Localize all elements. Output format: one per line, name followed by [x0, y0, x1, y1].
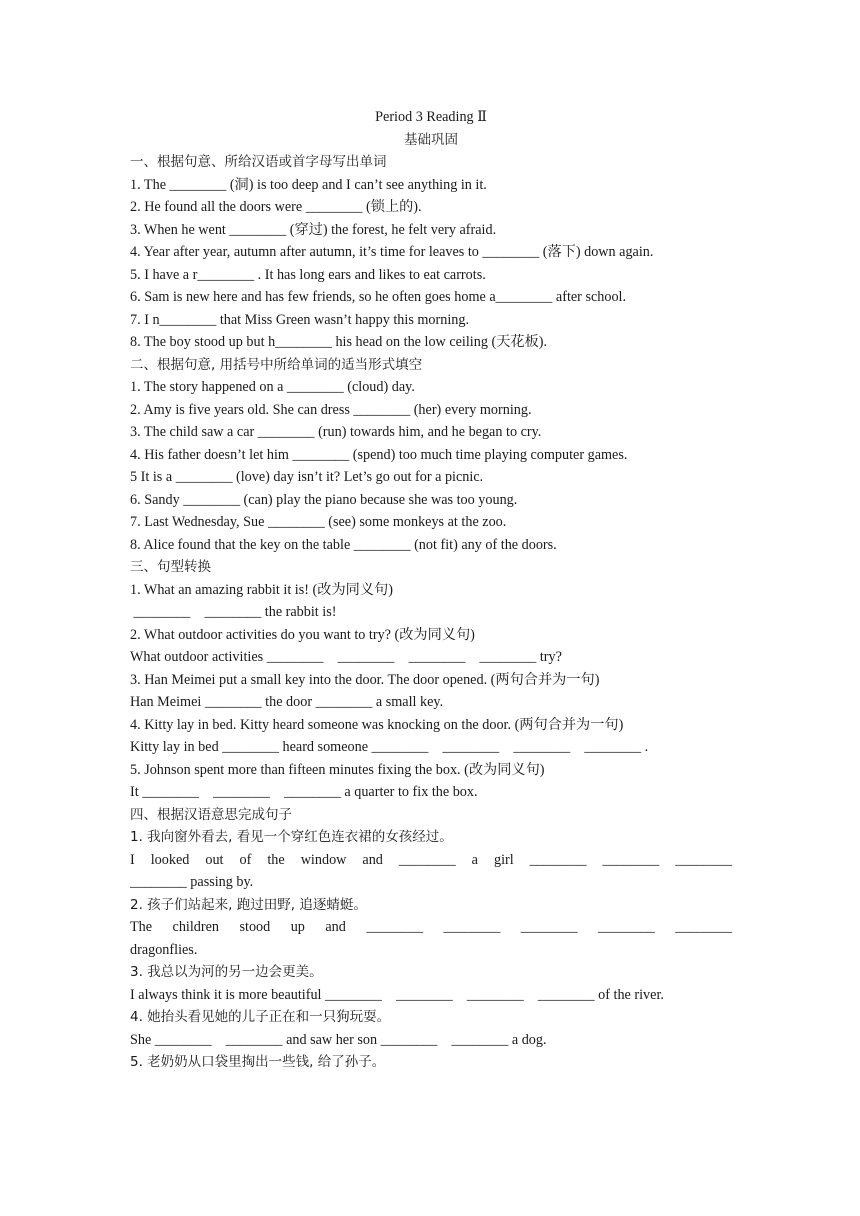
answer-line: She ________ ________ and saw her son ________ ________ a dog.	[130, 1031, 547, 1048]
chinese-prompt: 1. 我向窗外看去, 看见一个穿红色连衣裙的女孩经过。	[130, 829, 453, 845]
chinese-prompt: 2. 孩子们站起来, 跑过田野, 追逐蜻蜓。	[130, 896, 367, 913]
exercise-line: 3. The child saw a car ________ (run) towards him, and he began to cry.	[130, 424, 542, 440]
section-heading: 三、句型转换	[130, 559, 211, 575]
answer-line: I always think it is more beautiful ________ ________ ________ ________ of the river.	[130, 986, 664, 1003]
section-heading: 四、根据汉语意思完成句子	[130, 806, 292, 823]
exercise-line: 5. Johnson spent more than fifteen minutes fixing the box. (改为同义句)	[130, 761, 545, 778]
answer-line: ________ passing by.	[130, 874, 254, 890]
chinese-prompt: 5. 老奶奶从口袋里掏出一些钱, 给了孙子。	[130, 1054, 386, 1070]
exercise-line: 2. He found all the doors were ________ (锁上的).	[130, 199, 422, 215]
exercise-line: 4. Kitty lay in bed. Kitty heard someone was knocking on the door. (两句合并为一句)	[130, 716, 624, 733]
answer-line: ________ ________ the rabbit is!	[130, 604, 337, 620]
exercise-line: 5. I have a r________ . It has long ears and likes to eat carrots.	[130, 266, 486, 283]
exercise-line: 6. Sandy ________ (can) play the piano because she was too young.	[130, 491, 518, 508]
answer-line: dragonflies.	[130, 941, 198, 958]
exercise-line: 1. The ________ (洞) is too deep and I can’t see anything in it.	[130, 176, 487, 193]
exercise-line: 8. The boy stood up but h________ his head on the low ceiling (天花板).	[130, 334, 548, 350]
exercise-line: 4. Year after year, autumn after autumn, it’s time for leaves to ________ (落下) down again.	[130, 244, 654, 260]
exercise-line: 6. Sam is new here and has few friends, so he often goes home a________ after school.	[130, 289, 627, 305]
chinese-prompt: 3. 我总以为河的另一边会更美。	[130, 964, 323, 980]
worksheet-page	[130, 106, 732, 1074]
exercise-line: 7. I n________ that Miss Green wasn’t happy this morning.	[130, 311, 470, 328]
exercise-line: 5 It is a ________ (love) day isn’t it? Let’s go out for a picnic.	[130, 469, 484, 485]
answer-line: It ________ ________ ________ a quarter to fix the box.	[130, 784, 478, 800]
answer-line: The children stood up and ________ ________ ________ ________ ________	[130, 919, 732, 935]
exercise-line: 2. What outdoor activities do you want to try? (改为同义句)	[130, 626, 475, 643]
exercise-line: 4. His father doesn’t let him ________ (spend) too much time playing computer games.	[130, 446, 628, 463]
answer-line: Han Meimei ________ the door ________ a small key.	[130, 694, 444, 710]
exercise-line: 2. Amy is five years old. She can dress ________ (her) every morning.	[130, 401, 532, 418]
section-heading: 一、根据句意、所给汉语或首字母写出单词	[130, 154, 387, 170]
exercise-line: 1. What an amazing rabbit it is! (改为同义句)	[130, 581, 393, 598]
worksheet-subtitle: 基础巩固	[404, 131, 458, 148]
answer-line: What outdoor activities ________ ________ ________ ________ try?	[130, 649, 562, 665]
exercise-line: 3. Han Meimei put a small key into the door. The door opened. (两句合并为一句)	[130, 671, 600, 688]
worksheet-title: Period 3 Reading Ⅱ	[375, 109, 487, 125]
answer-line: I looked out of the window and ________ a girl ________ ________ ________	[130, 851, 732, 868]
exercise-line: 7. Last Wednesday, Sue ________ (see) some monkeys at the zoo.	[130, 514, 507, 530]
exercise-line: 8. Alice found that the key on the table ________ (not fit) any of the doors.	[130, 536, 557, 553]
exercise-line: 1. The story happened on a ________ (cloud) day.	[130, 379, 415, 395]
chinese-prompt: 4. 她抬头看见她的儿子正在和一只狗玩耍。	[130, 1009, 391, 1025]
section-heading: 二、根据句意, 用括号中所给单词的适当形式填空	[130, 356, 423, 373]
answer-line: Kitty lay in bed ________ heard someone ________ ________ ________ ________ .	[130, 739, 649, 755]
exercise-line: 3. When he went ________ (穿过) the forest, he felt very afraid.	[130, 221, 497, 238]
